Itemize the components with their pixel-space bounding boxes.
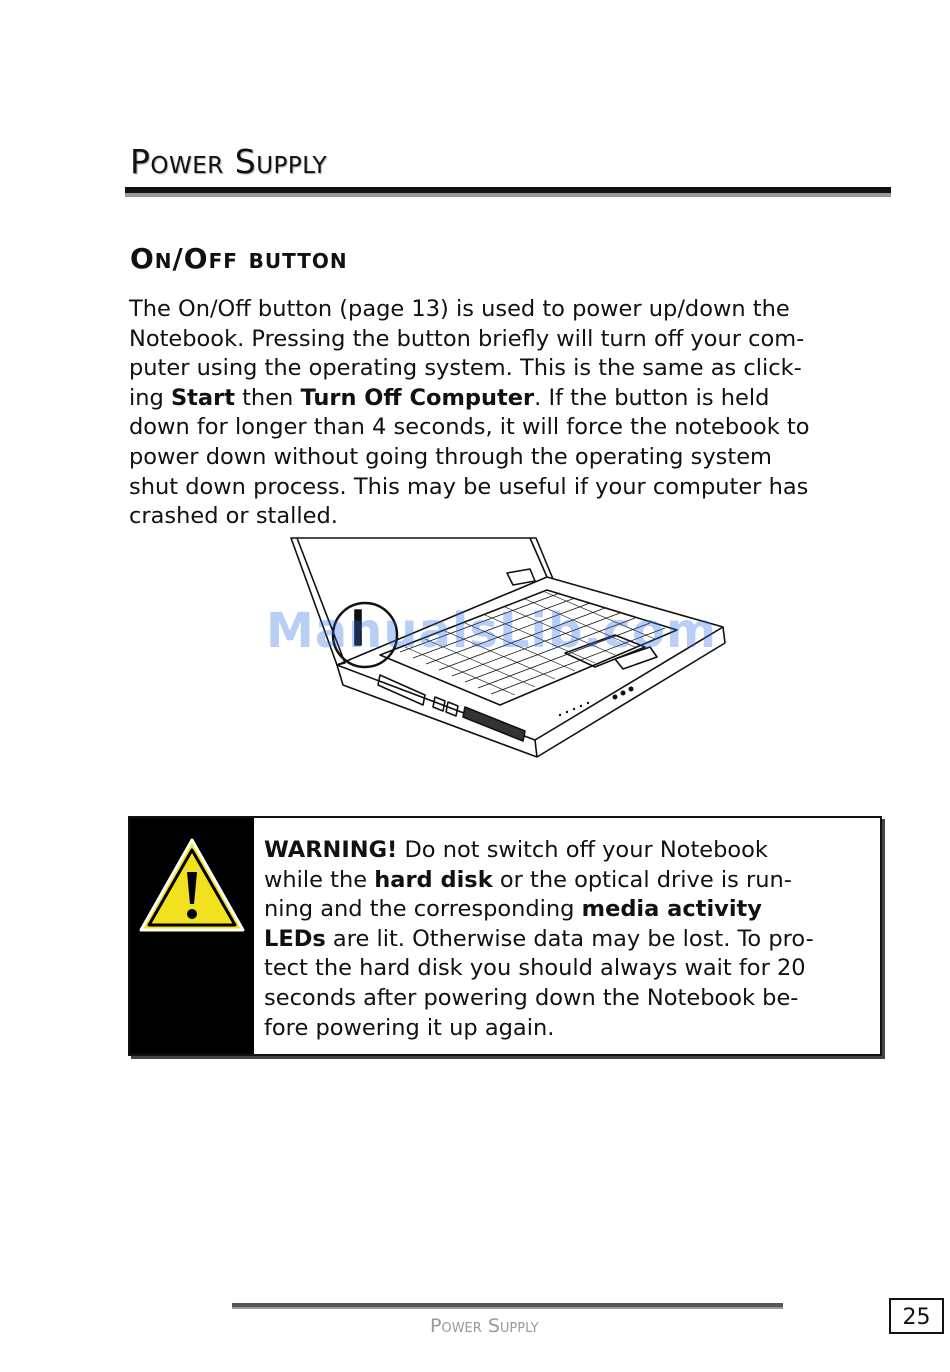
body-line: puter using the operating system. This is the same as click-: [129, 355, 802, 382]
leds-term: LEDs: [264, 925, 326, 952]
page-heading: Power Supply: [130, 142, 328, 181]
warning-label: WARNING!: [264, 837, 398, 863]
text-run: ing: [129, 384, 171, 411]
text-run: or the optical drive is run-: [492, 866, 792, 893]
start-term: Start: [170, 384, 235, 411]
media-activity-term: media activity: [581, 896, 762, 923]
warning-line: [264, 895, 874, 925]
body-line: crashed or stalled.: [129, 503, 338, 530]
hard-disk-term: hard disk: [374, 866, 493, 893]
footer-section-label: Power Supply: [430, 1315, 539, 1337]
warning-side-panel: [130, 818, 254, 1054]
watermark: ManualsLib.com: [266, 603, 717, 659]
warning-line: tect the hard disk you should always wait for 20: [264, 955, 806, 982]
warning-line: fore powering it up again.: [264, 1014, 555, 1041]
text-run: are lit. Otherwise data may be lost. To pro-: [325, 925, 814, 952]
text-run: Do not switch off your Notebook: [397, 837, 768, 863]
warning-line: [264, 866, 874, 896]
heading-rule: [125, 187, 891, 193]
warning-line: seconds after powering down the Notebook be-: [264, 984, 799, 1011]
body-line: Notebook. Pressing the button briefly will turn off your com-: [129, 325, 805, 352]
body-line: power down without going through the operating system: [129, 443, 772, 470]
text-run: . If the button is held: [534, 384, 770, 411]
warning-line: [264, 925, 874, 955]
warning-box: [128, 816, 882, 1056]
body-paragraph: [129, 295, 874, 532]
text-run: while the: [264, 866, 375, 893]
body-line: [129, 384, 874, 414]
body-line: shut down process. This may be useful if your computer has: [129, 473, 809, 500]
turn-off-computer-term: Turn Off Computer: [300, 384, 535, 411]
section-subheading: On/Off button: [130, 242, 348, 275]
warning-icon: [137, 836, 247, 934]
text-run: ning and the corresponding: [264, 896, 582, 923]
page-number: 25: [889, 1298, 944, 1334]
warning-text: [264, 836, 874, 1043]
warning-line: [264, 836, 874, 866]
body-line: down for longer than 4 seconds, it will force the notebook to: [129, 414, 810, 441]
text-run: then: [234, 384, 301, 411]
footer-rule: [232, 1303, 783, 1307]
body-line: The On/Off button (page 13) is used to power up/down the: [129, 296, 790, 322]
